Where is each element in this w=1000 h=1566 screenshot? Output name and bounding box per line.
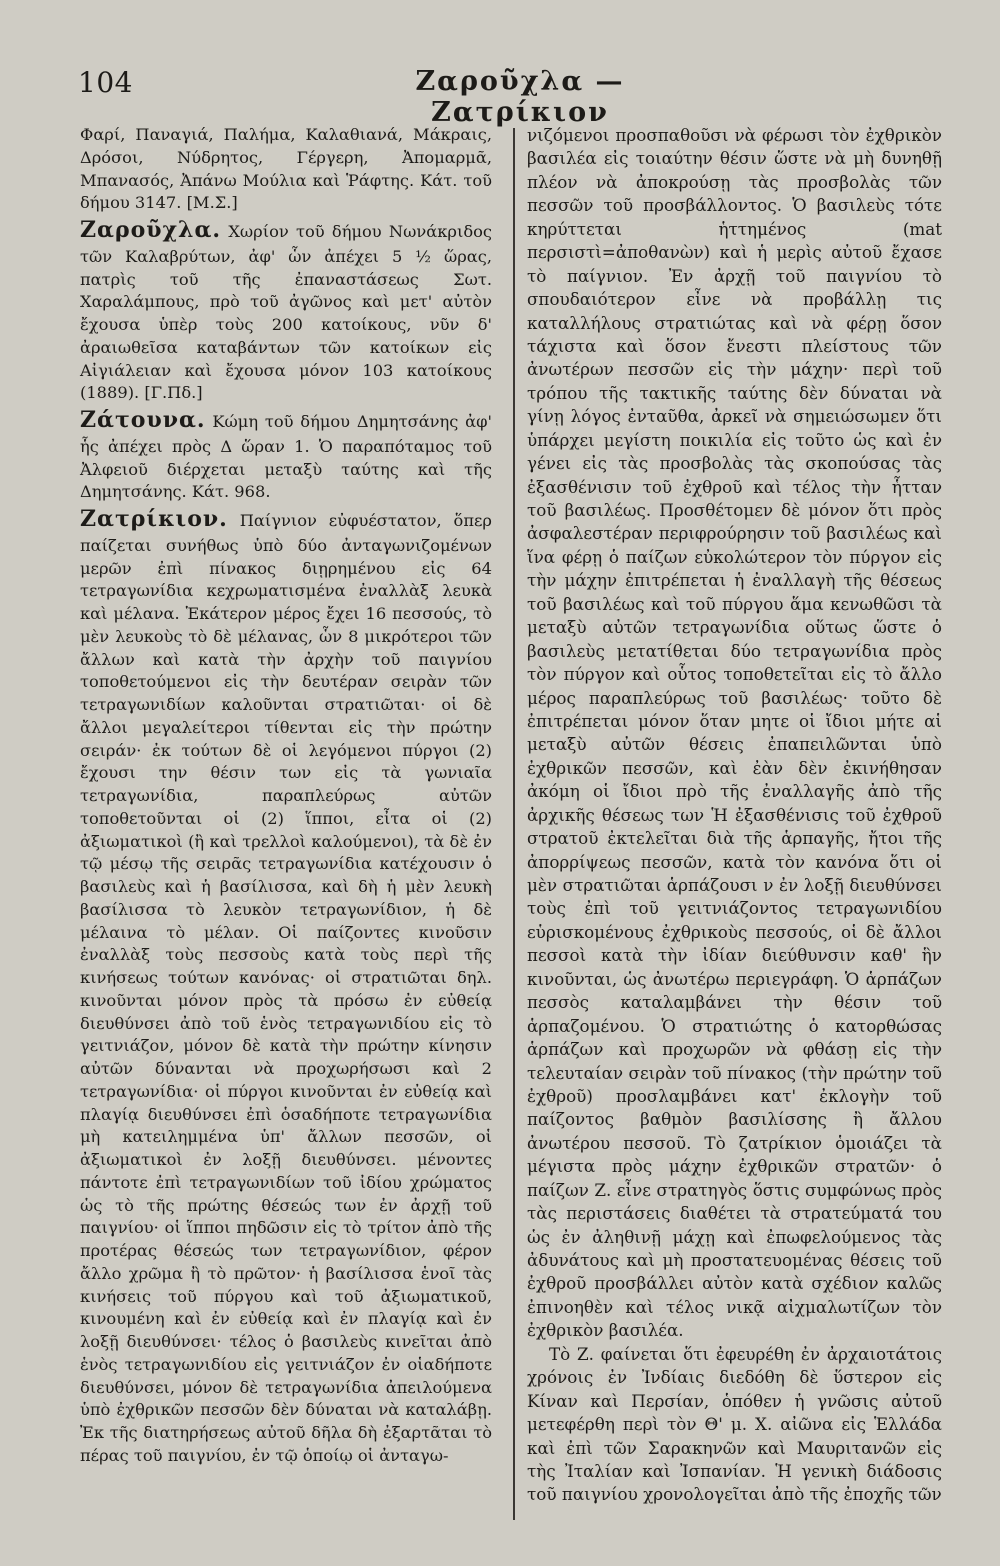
continued-paragraph: Φαρί, Παναγιά, Παλήμα, Καλαθιανά, Μάκραις, Δρόσοι, Νύδρητος, Γέργερη, Ἀπομαρμᾶ, Μπανασός, Ἀπάνω Μούλια καὶ Ῥάφτης. Κάτ. τοῦ δήμου 3147. [Μ.Σ.] [80, 125, 492, 213]
entry-body: Παίγνιον εὐφυέστατον, ὅπερ παίζεται συνήθως ὑπὸ δύο ἀνταγωνιζομένων μερῶν ἐπὶ πίνακος διῃρημένου εἰς 64 τετραγωνίδια κεχρωματισμένα ἐναλλὰξ λευκὰ καὶ μέλανα. Ἑκάτερον μέρος ἔχει 16 πεσσούς, τὸ μὲν λευκοὺς τὸ δὲ μέλανας, ὧν 8 μικρότεροι τῶν ἄλλων καὶ κατὰ τὴν ἀρχὴν τοῦ παιγνίου τοποθετούμενοι εἰς τὴν δευτέραν σειρὰν τῶν τετραγωνιδίων καλοῦνται στρατιῶται· οἱ δὲ ἄλλοι μεγαλείτεροι τίθενται εἰς τὴν πρώτην σειράν· ἐκ τούτων δὲ οἱ λεγόμενοι πύργοι (2) ἔχουσι την θέσιν των εἰς τὰ γωνιαῖα τετραγωνίδια, παραπλεύρως αὐτῶν τοποθετοῦνται οἱ (2) ἵπποι, εἶτα οἱ (2) ἀξιωματικοὶ (ἢ καὶ τρελλοὶ καλούμενοι), τὰ δὲ ἐν τῷ μέσῳ τῆς σειρᾶς τετραγωνίδια κατέχουσιν ὁ βασιλεὺς καὶ ἡ βασίλισσα, καὶ δὴ ἡ μὲν λευκὴ βασίλισσα τὸ λευκὸν τετραγωνίδιον, ἡ δὲ μέλαινα τὸ μέλαν. Οἱ παίζοντες κινοῦσιν ἐναλλὰξ τοὺς πεσσοὺς κατὰ τοὺς περὶ τῆς κινήσεως τούτων κανόνας· οἱ στρατιῶται δηλ. κινοῦνται μόνον πρὸς τὰ πρόσω ἐν εὐθείᾳ διευθύνσει ἀπὸ τοῦ ἑνὸς τετραγωνιδίου εἰς τὸ γειτνιάζον, μόνον δὲ κατὰ τὴν πρώτην κίνησιν αὐτῶν δύνανται νὰ προχωρήσωσι καὶ 2 τετραγωνίδια· οἱ πύργοι κινοῦνται ἐν εὐθείᾳ καὶ πλαγίᾳ διευθύνσει ἐπὶ ὁσαδήποτε τετραγωνίδια μὴ κατειλημμένα ὑπ' ἄλλων πεσσῶν, οἱ ἀξιωματικοὶ ἐν λοξῇ διευθύνσει. μένοντες πάντοτε ἐπὶ τετραγωνιδίων τοῦ ἰδίου χρώματος ὡς τὸ τῆς πρώτης θέσεώς των ἐν ἀρχῇ τοῦ παιγνίου· οἱ ἵπποι πηδῶσιν εἰς τὸ τρίτον ἀπὸ τῆς προτέρας θέσεώς των τετραγωνίδιον, φέρον ἄλλο χρῶμα ἢ τὸ πρῶτον· ἡ βασίλισσα ἑνοῖ τὰς κινήσεις τοῦ πύργου καὶ τοῦ ἀξιωματικοῦ, κινουμένη καὶ ἐν εὐθείᾳ καὶ ἐν πλαγίᾳ καὶ ἐν λοξῇ διευθύνσει· τέλος ὁ βασιλεὺς κινεῖται ἀπὸ ἑνὸς τετραγωνιδίου εἰς γειτνιάζον ἐν οἱαδήποτε διευθύνσει, μόνον δὲ τετραγωνίδια ἀπειλούμενα ὑπὸ ἐχθρικῶν πεσσῶν δὲν δύναται νὰ καταλάβῃ. Ἐκ τῆς διατηρήσεως αὐτοῦ δῆλα δὴ ἐξαρτᾶται τὸ πέρας τοῦ παιγνίου, ἐν τῷ ὁποίῳ οἱ ἀνταγω- [80, 511, 492, 1465]
entry-zarouchla [80, 215, 492, 405]
page-header [0, 62, 1000, 128]
running-title: Ζαροῦχλα — Ζατρίκιον [415, 66, 625, 128]
left-column [80, 124, 492, 1468]
entry-body: Κώμη τοῦ δήμου Δημητσάνης ἀφ' ἧς ἀπέχει πρὸς Δ ὥραν 1. Ὁ παραπόταμος τοῦ Ἀλφειοῦ διέρχεται μεταξὺ ταύτης καὶ τῆς Δημητσάνης. Κάτ. 968. [80, 412, 492, 502]
entry-zatouna [80, 405, 492, 504]
entry-headword: Ζάτουνα. [80, 407, 206, 434]
right-column [527, 124, 942, 1507]
entry-headword: Ζαροῦχλα. [80, 217, 222, 243]
entry-body: Χωρίον τοῦ δήμου Νωνάκριδος τῶν Καλαβρύτων, ἀφ' ὧν ἀπέχει 5 ½ ὥρας, πατρὶς τοῦ τῆς ἐπαναστάσεως Σωτ. Χαραλάμπους, πρὸ τοῦ ἀγῶνος καὶ μετ' αὐτὸν ἔχουσα ὑπὲρ τοὺς 200 κατοίκους, νῦν δ' ἀραιωθεῖσα καταβάντων τῶν κατοίκων εἰς Αἰγιάλειαν καὶ ἔχουσα μόνον 103 κατοίκους (1889). [Γ.Πδ.] [80, 222, 492, 403]
entry-zatrikion [80, 504, 492, 1468]
column-divider [513, 128, 515, 1520]
history-paragraph: Τὸ Ζ. φαίνεται ὅτι ἐφευρέθη ἐν ἀρχαιοτάτοις χρόνοις ἐν Ἰνδίαις διεδόθη δὲ ὕστερον εἰς Κίναν καὶ Περσίαν, ὁπόθεν ἡ γνῶσις αὐτοῦ μετεφέρθη περὶ τὸν Θ' μ. Χ. αἰῶνα εἰς Ἑλλάδα καὶ ἐπὶ τῶν Σαρακηνῶν καὶ Μαυριτανῶν εἰς τὴς Ἰταλίαν καὶ Ἰσπανίαν. Ἡ γενικὴ διάδοσις τοῦ παιγνίου χρονολογεῖται ἀπὸ τῆς ἐποχῆς τῶν [527, 1343, 942, 1505]
entry-headword: Ζατρίκιον. [80, 506, 228, 533]
entry-continuation: νιζόμενοι προσπαθοῦσι νὰ φέρωσι τὸν ἐχθρικὸν βασιλέα εἰς τοιαύτην θέσιν ὥστε νὰ μὴ δυνηθῇ πλέον νὰ ἀποκρούσῃ τὰς προσβολὰς τῶν πεσσῶν τοῦ προσβάλλοντος. Ὁ βασιλεὺς τότε κηρύττεται ἡττημένος (mat περσιστὶ=ἀποθανὼν) καὶ ἡ μερὶς αὐτοῦ ἔχασε τὸ παίγνιον. Ἐν ἀρχῇ τοῦ παιγνίου τὸ σπουδαιότερον εἶνε νὰ προβάλλῃ τις καταλλήλους στρατιώτας καὶ νὰ φέρῃ ὅσον τάχιστα καὶ ὅσον ἔνεστι πλείστους τῶν ἀνωτέρων πεσσῶν εἰς τὴν μάχην· περὶ τοῦ τρόπου τῆς τακτικῆς ταύτης δὲν δύναται νὰ γίνῃ λόγος ἐνταῦθα, ἀρκεῖ νὰ σημειώσωμεν ὅτι ὑπάρχει μεγίστη ποικιλία εἰς τοῦτο ὡς καὶ ἐν γένει εἰς τὰς προσβολὰς τὰς σκοπούσας τὰς ἐξασθένισιν τοῦ ἐχθροῦ καὶ τέλος τὴν ἧτταν τοῦ βασιλέως. Προσθέτομεν δὲ μόνον ὅτι πρὸς ἀσφαλεστέραν περιφρούρησιν τοῦ βασιλέως καὶ ἵνα φέρῃ ὁ παίζων εὐκολώτερον τὸν πύργον εἰς τὴν μάχην ἐπιτρέπεται ἡ ἐναλλαγὴ τῆς θέσεως τοῦ βασιλέως καὶ τοῦ πύργου ἅμα κενωθῶσι τὰ μεταξὺ αὐτῶν τετραγωνίδια οὕτως ὥστε ὁ βασιλεὺς μετατίθεται δύο τετραγωνίδια πρὸς τὸν πύργον καὶ οὗτος τοποθετεῖται εἰς τὸ ἄλλο μέρος παραπλεύρως τοῦ βασιλέως· τοῦτο δὲ ἐπιτρέπεται μόνον ὅταν μητε οἱ ἴδιοι μήτε αἱ μεταξὺ αὐτῶν θέσεις ἐπαπειλῶνται ὑπὸ ἐχθρικῶν πεσσῶν, καὶ ἐὰν δὲν ἐκινήθησαν ἀκόμη οἱ ἴδιοι πρὸ τῆς ἐναλλαγῆς ἀπὸ τῆς ἀρχικῆς θέσεως των Ἡ ἐξασθένισις τοῦ ἐχθροῦ στρατοῦ ἐκτελεῖται διὰ τῆς ἁρπαγῆς, ἤτοι τῆς ἀπορρίψεως πεσσῶν, κατὰ τὸν κανόνα ὅτι οἱ μὲν στρατιῶται ἁρπάζουσι ν ἐν λοξῇ διευθύνσει τοὺς ἐπὶ τοῦ γειτνιάζοντος τετραγωνιδίου εὑρισκομένους ἐχθρικοὺς πεσσούς, οἱ δὲ ἄλλοι πεσσοὶ κατὰ τὴν ἰδίαν διεύθυνσιν καθ' ἣν κινοῦνται, ὡς ἀνωτέρω περιεγράφη. Ὁ ἁρπάζων πεσσὸς καταλαμβάνει τὴν θέσιν τοῦ ἁρπαζομένου. Ὁ στρατιώτης ὁ κατορθώσας ἁρπάζων καὶ προχωρῶν νὰ φθάσῃ εἰς τὴν τελευταίαν σειρὰν τοῦ πίνακος (τὴν πρώτην τοῦ ἐχθροῦ) προσλαμβάνει κατ' ἐκλογὴν τοῦ παίζοντος βαθμὸν βασιλίσσης ἢ ἄλλου ἀνωτέρου πεσσοῦ. Τὸ ζατρίκιον ὁμοιάζει τὰ μέγιστα πρὸς μάχην ἐχθρικῶν στρατῶν· ὁ παίζων Ζ. εἶνε στρατηγὸς ὅστις συμφώνως πρὸς τὰς περιστάσεις διαθέτει τὰ στρατεύματά του ὡς ἐν ἀληθινῇ μάχῃ καὶ ἐπωφελούμενος τὰς ἀδυνάτους καὶ μὴ προστατευομένας θέσεις τοῦ ἐχθροῦ προσβάλλει αὐτὸν κατὰ σχέδιον καλῶς ἐπινοηθὲν καὶ τέλος νικᾷ αἰχμαλωτίζων τὸν ἐχθρικὸν βασιλέα. [527, 125, 942, 1341]
page-number: 104 [78, 66, 133, 99]
